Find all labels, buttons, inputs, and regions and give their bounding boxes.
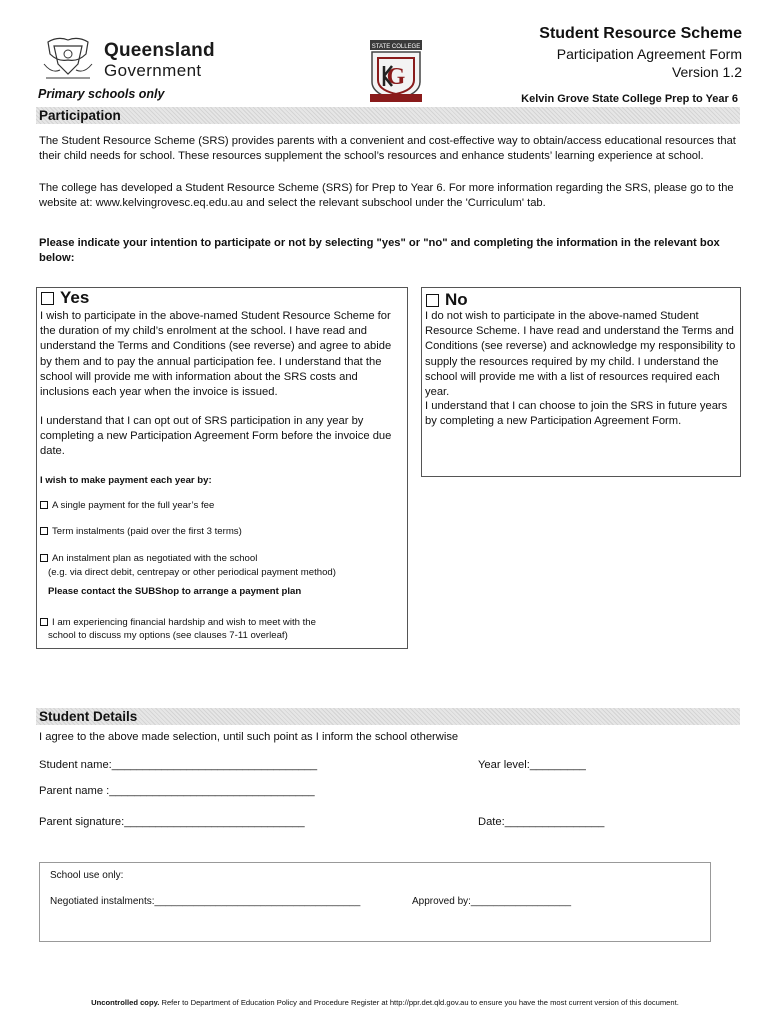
- primary-schools-note: Primary schools only: [38, 87, 165, 101]
- intro-paragraph: The Student Resource Scheme (SRS) provides parents with a convenient and cost-effective way to obtain/access educational resources that their child needs for school. These resources supplement the school’s resources and enhance students’ learning experience at school.: [39, 135, 736, 163]
- gov-logo-line1: Queensland: [104, 40, 215, 61]
- footer-note: [0, 998, 770, 1007]
- instruction-text: Please indicate your intention to participate or not by selecting "yes" or "no" and completing the information in the relevant box below:: [39, 237, 720, 265]
- college-paragraph: The college has developed a Student Resource Scheme (SRS) for Prep to Year 6. For more information regarding the SRS, please go to the website at: www.kelvingrovesc.eq.edu.au and select the relevant subschool under the 'Curriculum' tab.: [39, 182, 734, 210]
- contact-subshop-note: Please contact the SUBShop to arrange a payment plan: [48, 586, 302, 597]
- payment-option-hardship[interactable]: [40, 616, 316, 630]
- term-instalments-checkbox[interactable]: [40, 527, 48, 535]
- svg-text:G: G: [386, 64, 406, 90]
- footer-text: Refer to Department of Education Policy and Procedure Register at http://ppr.det.qld.gov.au to ensure you have the most current version of this document.: [159, 998, 679, 1007]
- school-use-box: [39, 862, 711, 942]
- no-label: No: [445, 290, 468, 309]
- gov-logo-line2: Government: [104, 61, 202, 80]
- form-subtitle: Participation Agreement Form: [556, 46, 742, 62]
- payment-heading: I wish to make payment each year by:: [40, 475, 212, 486]
- yes-box: [36, 287, 408, 649]
- yes-text-2: I understand that I can opt out of SRS participation in any year by completing a new Participation Agreement Form before the invoice due date.: [40, 415, 392, 458]
- yes-option[interactable]: [41, 288, 89, 308]
- college-badge-icon: [360, 38, 432, 104]
- payment-option-single[interactable]: [40, 499, 214, 513]
- yes-checkbox[interactable]: [41, 292, 54, 305]
- agreement-text: I agree to the above made selection, until such point as I inform the school otherwise: [39, 731, 459, 743]
- negotiated-instalments-field[interactable]: Negotiated instalments:_____________________________________: [50, 896, 361, 907]
- parent-name-field[interactable]: Parent name :_________________________________: [39, 785, 315, 797]
- queensland-crest-icon: [38, 34, 98, 84]
- instalment-plan-checkbox[interactable]: [40, 554, 48, 562]
- no-text-1: I do not wish to participate in the above-named Student Resource Scheme. I have read and understand the Terms and Conditions (see reverse) and acknowledge my responsibility to supply the resources required by my child. I understand the school will provide me with a list of resources required each year.: [425, 310, 736, 399]
- parent-signature-field[interactable]: Parent signature:_____________________________: [39, 816, 305, 828]
- badge-text: STATE COLLEGE: [371, 44, 421, 50]
- approved-by-field[interactable]: Approved by:__________________: [412, 896, 572, 907]
- college-name: Kelvin Grove State College Prep to Year 6: [521, 93, 738, 105]
- instalment-plan-label: An instalment plan as negotiated with the school: [52, 553, 258, 564]
- hardship-checkbox[interactable]: [40, 618, 48, 626]
- payment-option-term[interactable]: [40, 525, 242, 539]
- yes-text-1: I wish to participate in the above-named Student Resource Scheme for the duration of my child’s enrolment at the school. I have read and understand the Terms and Conditions (see reverse) and agree to abide by them and to pay the annual participation fee. I understand that the school will provide me with information about the SRS costs and inclusions each year when the invoice is issued.: [40, 310, 392, 399]
- year-level-field[interactable]: Year level:_________: [478, 759, 586, 771]
- no-checkbox[interactable]: [426, 294, 439, 307]
- form-version: Version 1.2: [671, 64, 742, 80]
- participation-heading: Participation: [36, 107, 740, 124]
- term-instalments-label: Term instalments (paid over the first 3 terms): [52, 526, 242, 537]
- single-payment-label: A single payment for the full year’s fee: [52, 500, 215, 511]
- form-title: Student Resource Scheme: [539, 25, 742, 42]
- student-name-field[interactable]: Student name:_________________________________: [39, 759, 318, 771]
- hardship-detail: school to discuss my options (see clauses 7-11 overleaf): [48, 630, 288, 641]
- no-option[interactable]: [426, 290, 468, 310]
- no-box: [421, 287, 741, 477]
- school-use-heading: School use only:: [50, 870, 124, 881]
- single-payment-checkbox[interactable]: [40, 501, 48, 509]
- payment-option-plan[interactable]: [40, 552, 257, 566]
- yes-label: Yes: [60, 288, 90, 307]
- no-text-2: I understand that I can choose to join the SRS in future years by completing a new Participation Agreement Form.: [425, 400, 728, 428]
- hardship-label: I am experiencing financial hardship and wish to meet with the: [52, 617, 316, 628]
- instalment-plan-detail: (e.g. via direct debit, centrepay or other periodical payment method): [48, 567, 336, 578]
- footer-bold: Uncontrolled copy.: [91, 998, 160, 1007]
- date-field[interactable]: Date:________________: [478, 816, 605, 828]
- student-details-heading: Student Details: [36, 708, 740, 725]
